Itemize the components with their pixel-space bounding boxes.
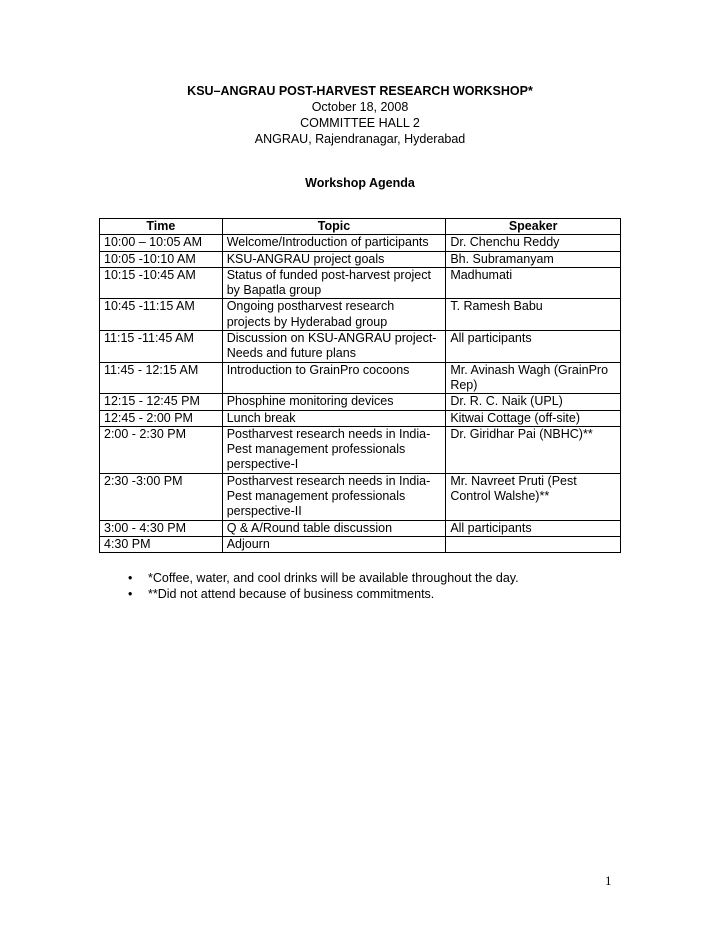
- workshop-title: KSU–ANGRAU POST-HARVEST RESEARCH WORKSHOP*: [187, 84, 533, 98]
- cell-topic: Lunch break: [222, 410, 446, 426]
- document-header: [0, 83, 720, 147]
- table-row: [100, 267, 621, 299]
- table-row: [100, 473, 621, 520]
- cell-topic: KSU-ANGRAU project goals: [222, 251, 446, 267]
- cell-topic: Welcome/Introduction of participants: [222, 235, 446, 251]
- cell-speaker: All participants: [446, 331, 621, 363]
- agenda-heading: Workshop Agenda: [305, 176, 415, 190]
- cell-time: 3:00 - 4:30 PM: [100, 520, 223, 536]
- cell-speaker: All participants: [446, 520, 621, 536]
- column-header-topic: Topic: [222, 219, 446, 235]
- cell-topic: Introduction to GrainPro cocoons: [222, 362, 446, 394]
- cell-speaker: Dr. Chenchu Reddy: [446, 235, 621, 251]
- table-row: [100, 536, 621, 552]
- footnotes-list: [128, 570, 519, 602]
- column-header-time: Time: [100, 219, 223, 235]
- column-header-speaker: Speaker: [446, 219, 621, 235]
- cell-speaker: Dr. Giridhar Pai (NBHC)**: [446, 426, 621, 473]
- table-row: [100, 299, 621, 331]
- cell-time: 12:45 - 2:00 PM: [100, 410, 223, 426]
- bullet-icon: •: [128, 571, 133, 585]
- cell-topic: Q & A/Round table discussion: [222, 520, 446, 536]
- table-row: [100, 251, 621, 267]
- cell-time: 10:00 – 10:05 AM: [100, 235, 223, 251]
- cell-speaker: Kitwai Cottage (off-site): [446, 410, 621, 426]
- cell-time: 10:45 -11:15 AM: [100, 299, 223, 331]
- cell-topic: Postharvest research needs in India-Pest management professionals perspective-II: [222, 473, 446, 520]
- cell-time: 2:30 -3:00 PM: [100, 473, 223, 520]
- cell-time: 12:15 - 12:45 PM: [100, 394, 223, 410]
- table-row: [100, 235, 621, 251]
- footnote-text: **Did not attend because of business commitments.: [148, 587, 435, 601]
- cell-time: 10:05 -10:10 AM: [100, 251, 223, 267]
- table-row: [100, 520, 621, 536]
- cell-topic: Adjourn: [222, 536, 446, 552]
- workshop-date: October 18, 2008: [311, 100, 409, 114]
- table-row: [100, 394, 621, 410]
- footnote-item: [128, 570, 519, 586]
- table-row: [100, 331, 621, 363]
- cell-topic: Discussion on KSU-ANGRAU project-Needs and future plans: [222, 331, 446, 363]
- table-header-row: [100, 219, 621, 235]
- table-row: [100, 426, 621, 473]
- cell-speaker: Dr. R. C. Naik (UPL): [446, 394, 621, 410]
- cell-topic: Ongoing postharvest research projects by Hyderabad group: [222, 299, 446, 331]
- cell-speaker: Bh. Subramanyam: [446, 251, 621, 267]
- cell-speaker: Madhumati: [446, 267, 621, 299]
- page-number: 1: [605, 873, 612, 888]
- table-row: [100, 410, 621, 426]
- cell-time: 11:45 - 12:15 AM: [100, 362, 223, 394]
- cell-time: 10:15 -10:45 AM: [100, 267, 223, 299]
- cell-time: 11:15 -11:45 AM: [100, 331, 223, 363]
- bullet-icon: •: [128, 587, 133, 601]
- workshop-venue: COMMITTEE HALL 2: [300, 116, 420, 130]
- cell-speaker: [446, 536, 621, 552]
- cell-speaker: Mr. Navreet Pruti (Pest Control Walshe)**: [446, 473, 621, 520]
- footnote-item: [128, 586, 519, 602]
- cell-topic: Postharvest research needs in India-Pest management professionals perspective-I: [222, 426, 446, 473]
- cell-speaker: Mr. Avinash Wagh (GrainPro Rep): [446, 362, 621, 394]
- cell-speaker: T. Ramesh Babu: [446, 299, 621, 331]
- table-row: [100, 362, 621, 394]
- footnote-text: *Coffee, water, and cool drinks will be available throughout the day.: [148, 571, 519, 585]
- cell-topic: Phosphine monitoring devices: [222, 394, 446, 410]
- workshop-location: ANGRAU, Rajendranagar, Hyderabad: [254, 132, 466, 146]
- agenda-table: [99, 218, 621, 553]
- cell-topic: Status of funded post-harvest project by Bapatla group: [222, 267, 446, 299]
- cell-time: 4:30 PM: [100, 536, 223, 552]
- cell-time: 2:00 - 2:30 PM: [100, 426, 223, 473]
